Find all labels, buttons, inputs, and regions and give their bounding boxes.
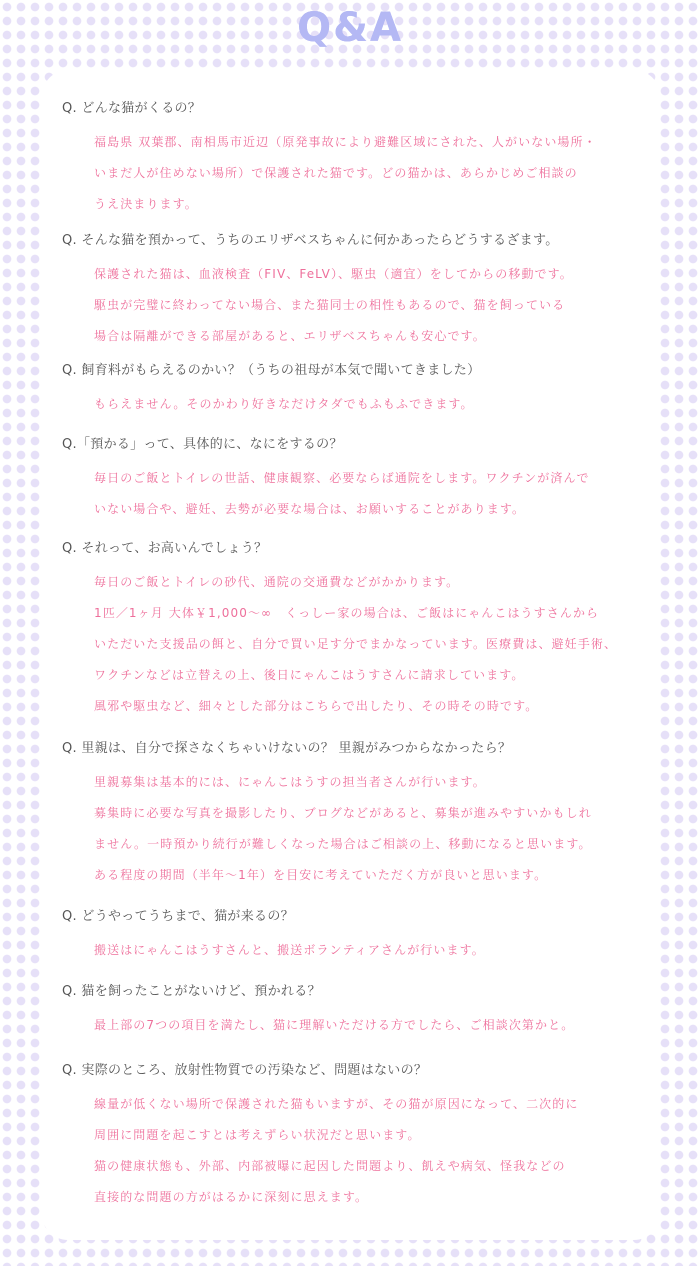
faq-item — [62, 1062, 662, 1213]
answer-line: 最上部の7つの項目を満たし、猫に理解いただける方でしたら、ご相談次第かと。 — [94, 1018, 575, 1032]
answer-line: 周囲に問題を起こすとは考えずらい状況だと思います。 — [94, 1128, 421, 1142]
faq-item — [62, 436, 662, 525]
page-title: Q&A — [297, 5, 403, 51]
faq-item — [62, 740, 662, 891]
faq-question: Q. それって、お高いんでしょう？ — [62, 541, 268, 556]
answer-line: 里親募集は基本的には、にゃんこはうすの担当者さんが行います。 — [94, 775, 486, 789]
faq-answer — [94, 389, 662, 420]
answer-line: 線量が低くない場所で保護された猫もいますが、その猫が原因になって、二次的に — [94, 1097, 579, 1111]
answer-line: いない場合や、避妊、去勢が必要な場合は、お願いすることがあります。 — [94, 502, 526, 516]
faq-item — [62, 362, 662, 420]
faq-answer — [94, 127, 662, 220]
answer-line: 毎日のご飯とトイレの砂代、通院の交通費などがかかります。 — [94, 575, 460, 589]
faq-answer — [94, 259, 662, 352]
faq-answer — [94, 1089, 662, 1213]
faq-item — [62, 540, 662, 722]
answer-line: 猫の健康状態も、外部、内部被曝に起因した問題より、飢えや病気、怪我などの — [94, 1159, 566, 1173]
faq-answer — [94, 1010, 662, 1041]
faq-item — [62, 232, 662, 352]
faq-answer — [94, 463, 662, 525]
answer-line: 保護された猫は、血液検査（FIV、FeLV）、駆虫（適宜）をしてからの移動です。 — [94, 267, 573, 281]
answer-line: いただいた支援品の餌と、自分で買い足す分でまかなっています。医療費は、避妊手術、 — [94, 637, 618, 651]
faq-question: Q. どうやってうちまで、猫が来るの？ — [62, 909, 294, 924]
answer-line: うえ決まります。 — [94, 197, 198, 211]
faq-question: Q.「預かる」って、具体的に、なにをするの？ — [62, 437, 343, 452]
faq-item — [62, 100, 662, 220]
answer-line: ある程度の期間（半年～1年）を目安に考えていただく方が良いと思います。 — [94, 868, 548, 882]
faq-question: Q. 猫を飼ったことがないけど、預かれる？ — [62, 984, 321, 999]
answer-line: ません。一時預かり続行が難しくなった場合はご相談の上、移動になると思います。 — [94, 837, 592, 851]
answer-line: 募集時に必要な写真を撮影したり、ブログなどがあると、募集が進みやすいかもしれ — [94, 806, 592, 820]
faq-item — [62, 983, 662, 1041]
answer-line: 毎日のご飯とトイレの世話、健康観察、必要ならば通院をします。ワクチンが済んで — [94, 471, 590, 485]
faq-item — [62, 908, 662, 966]
faq-question: Q. 実際のところ、放射性物質での汚染など、問題はないの？ — [62, 1063, 428, 1078]
answer-line: 風邪や駆虫など、細々とした部分はこちらで出したり、その時その時です。 — [94, 699, 539, 713]
answer-line: ワクチンなどは立替えの上、後日にゃんこはうすさんに請求しています。 — [94, 668, 525, 682]
answer-line: 場合は隔離ができる部屋があると、エリザベスちゃんも安心です。 — [94, 329, 486, 343]
answer-line: 直接的な問題の方がはるかに深刻に思えます。 — [94, 1190, 369, 1204]
answer-line: 1匹／1ヶ月 大体￥1,000～∞ くっしー家の場合は、ご飯はにゃんこはうすさんから — [94, 606, 600, 620]
faq-answer — [94, 767, 662, 891]
answer-line: いまだ人が住めない場所）で保護された猫です。どの猫かは、あらかじめご相談の — [94, 166, 578, 180]
answer-line: 駆虫が完璧に終わってない場合、また猫同士の相性もあるので、猫を飼っている — [94, 298, 566, 312]
answer-line: 福島県 双葉郡、南相馬市近辺（原発事故により避難区域にされた、人がいない場所・ — [94, 135, 597, 149]
faq-question: Q. どんな猫がくるの？ — [62, 101, 202, 116]
faq-question: Q. そんな猫を預かって、うちのエリザベスちゃんに何かあったらどうするざます。 — [62, 233, 559, 248]
faq-answer — [94, 935, 662, 966]
answer-line: 搬送はにゃんこはうすさんと、搬送ボランティアさんが行います。 — [94, 943, 485, 957]
faq-question: Q. 飼育料がもらえるのかい？（うちの祖母が本気で聞いてきました） — [62, 363, 481, 378]
answer-line: もらえません。そのかわり好きなだけタダでもふもふできます。 — [94, 397, 474, 411]
faq-answer — [94, 567, 662, 722]
faq-question: Q. 里親は、自分で探さなくちゃいけないの？ 里親がみつからなかったら？ — [62, 741, 512, 756]
